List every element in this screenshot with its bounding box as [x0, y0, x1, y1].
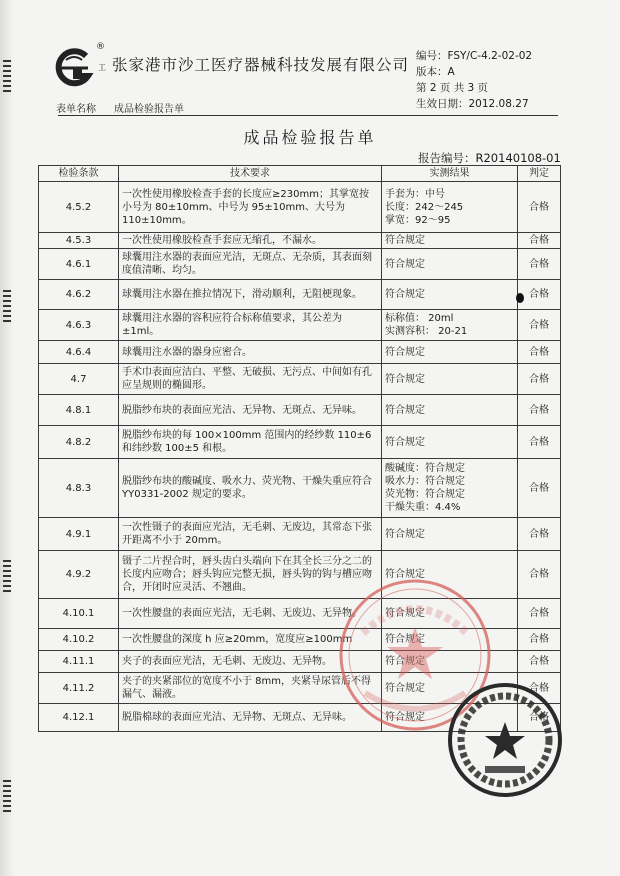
verdict-cell: 合格 — [518, 395, 561, 426]
form-name — [56, 100, 184, 115]
clause-cell: 4.12.1 — [39, 704, 119, 732]
result-cell: 符合规定 — [382, 341, 518, 364]
report-title: 成品检验报告单 — [243, 128, 377, 147]
clause-cell: 4.10.1 — [39, 599, 119, 629]
requirement-cell: 一次性腰盘的表面应光洁，无毛刺、无废边、无异物。 — [119, 599, 382, 629]
doc-page: 第 2 页 共 3 页 — [416, 82, 489, 94]
clause-cell: 4.6.4 — [39, 341, 119, 364]
result-cell: 符合规定 — [382, 704, 518, 732]
ink-blot — [514, 292, 526, 304]
result-cell: 符合规定 — [382, 551, 518, 599]
clause-cell: 4.6.3 — [39, 310, 119, 341]
binding-mark — [3, 290, 11, 324]
result-cell: 酸碱度：符合规定 吸水力：符合规定 荧光物：符合规定 干燥失重：4.4% — [382, 459, 518, 518]
requirement-cell: 一次性镊子的表面应光洁，无毛刺、无废边，其常态下张开距离不小于 20mm。 — [119, 518, 382, 551]
table-row — [39, 395, 561, 426]
requirement-cell: 镊子二片捏合时，唇头齿白头端向下在其全长三分之二的长度内应吻合；唇头钩应完整无损，唇头钩的钩与槽应吻合，开闭时应灵活、不翘曲。 — [119, 551, 382, 599]
table-header-row — [39, 166, 561, 182]
verdict-cell: 合格 — [518, 704, 561, 732]
requirement-cell: 脱脂棉球的表面应光洁、无异物、无斑点、无异味。 — [119, 704, 382, 732]
clause-cell: 4.11.2 — [39, 673, 119, 704]
verdict-cell: 合格 — [518, 182, 561, 233]
result-cell: 符合规定 — [382, 651, 518, 673]
doc-number: 编号：FSY/C-4.2-02-02 — [416, 50, 533, 62]
clause-cell: 4.8.2 — [39, 426, 119, 459]
verdict-cell: 合格 — [518, 280, 561, 310]
verdict-cell: 合格 — [518, 341, 561, 364]
clause-cell: 4.6.2 — [39, 280, 119, 310]
clause-cell: 4.9.1 — [39, 518, 119, 551]
company-logo-icon — [52, 46, 96, 90]
result-cell: 符合规定 — [382, 280, 518, 310]
result-cell: 符合规定 — [382, 426, 518, 459]
table-row — [39, 459, 561, 518]
trademark-char: 工 — [98, 63, 106, 72]
binding-mark — [3, 60, 11, 94]
table-row — [39, 233, 561, 249]
requirement-cell: 脱脂纱布块的表面应光洁、无异物、无斑点、无异味。 — [119, 395, 382, 426]
clause-cell: 4.11.1 — [39, 651, 119, 673]
result-cell: 符合规定 — [382, 395, 518, 426]
requirement-cell: 一次性腰盘的深度 h 应≥20mm，宽度应≥100mm — [119, 629, 382, 651]
result-cell: 符合规定 — [382, 364, 518, 395]
verdict-cell: 合格 — [518, 518, 561, 551]
requirement-cell: 球囊用注水器的表面应光洁，无斑点、无杂质，其表面刻度值清晰、均匀。 — [119, 249, 382, 280]
binding-mark — [3, 780, 11, 814]
header-divider — [58, 115, 558, 116]
table-row — [39, 249, 561, 280]
result-cell: 符合规定 — [382, 233, 518, 249]
doc-effective-date: 生效日期：2012.08.27 — [416, 98, 529, 110]
header-verdict: 判定 — [518, 166, 561, 182]
table-row — [39, 310, 561, 341]
result-cell: 标称值： 20ml 实测容积： 20-21 — [382, 310, 518, 341]
inspection-seal-stamp — [445, 680, 565, 800]
verdict-cell: 合格 — [518, 673, 561, 704]
clause-cell: 4.8.1 — [39, 395, 119, 426]
requirement-cell: 一次性使用橡胶检查手套的长度应≥230mm；其掌宽按小号为 80±10mm、中号为 95±10mm、大号为 110±10mm。 — [119, 182, 382, 233]
table-row — [39, 280, 561, 310]
requirement-cell: 脱脂纱布块的每 100×100mm 范围内的经纱数 110±6 和纬纱数 100±5 和根。 — [119, 426, 382, 459]
binding-mark — [3, 560, 11, 594]
header-requirement: 技术要求 — [119, 166, 382, 182]
result-cell: 符合规定 — [382, 673, 518, 704]
result-cell: 手套为：中号 长度：242～245 掌宽：92～95 — [382, 182, 518, 233]
clause-cell: 4.10.2 — [39, 629, 119, 651]
clause-cell: 4.7 — [39, 364, 119, 395]
requirement-cell: 球囊用注水器的容积应符合标称值要求，其公差为±1ml。 — [119, 310, 382, 341]
requirement-cell: 脱脂纱布块的酸碱度、吸水力、荧光物、干燥失重应符合 YY0331-2002 规定的要求。 — [119, 459, 382, 518]
company-name: 张家港市沙工医疗器械科技发展有限公司 — [112, 56, 410, 74]
report-number: 报告编号：R20140108-01 — [418, 151, 561, 165]
requirement-cell: 一次性使用橡胶检查手套应无缩孔，不漏水。 — [119, 233, 382, 249]
table-row — [39, 518, 561, 551]
table-row — [39, 426, 561, 459]
registered-mark: ® — [96, 42, 105, 52]
verdict-cell: 合格 — [518, 310, 561, 341]
header-result: 实测结果 — [382, 166, 518, 182]
verdict-cell: 合格 — [518, 233, 561, 249]
form-name-label: 表单名称 — [56, 104, 96, 115]
requirement-cell: 夹子的夹紧部位的宽度不小于 8mm，夹紧导尿管后不得漏气、漏液。 — [119, 673, 382, 704]
clause-cell: 4.6.1 — [39, 249, 119, 280]
result-cell: 符合规定 — [382, 518, 518, 551]
requirement-cell: 球囊用注水器的器身应密合。 — [119, 341, 382, 364]
verdict-cell: 合格 — [518, 629, 561, 651]
verdict-cell: 合格 — [518, 426, 561, 459]
clause-cell: 4.8.3 — [39, 459, 119, 518]
verdict-cell: 合格 — [518, 459, 561, 518]
clause-cell: 4.5.3 — [39, 233, 119, 249]
verdict-cell: 合格 — [518, 599, 561, 629]
verdict-cell: 合格 — [518, 249, 561, 280]
form-name-value: 成品检验报告单 — [114, 104, 184, 115]
table-row — [39, 341, 561, 364]
clause-cell: 4.9.2 — [39, 551, 119, 599]
clause-cell: 4.5.2 — [39, 182, 119, 233]
verdict-cell: 合格 — [518, 551, 561, 599]
result-cell: 符合规定 — [382, 249, 518, 280]
result-cell: 符合规定 — [382, 629, 518, 651]
result-cell: 符合规定 — [382, 599, 518, 629]
header-clause: 检验条款 — [39, 166, 119, 182]
verdict-cell: 合格 — [518, 651, 561, 673]
requirement-cell: 手术巾表面应洁白、平整、无破损、无污点、中间如有孔应呈规则的椭圆形。 — [119, 364, 382, 395]
table-row — [39, 364, 561, 395]
verdict-cell: 合格 — [518, 364, 561, 395]
doc-version: 版本：A — [416, 66, 455, 78]
table-row — [39, 182, 561, 233]
requirement-cell: 球囊用注水器在推拉情况下，滑动顺利，无阻梗现象。 — [119, 280, 382, 310]
requirement-cell: 夹子的表面应光洁，无毛刺、无废边、无异物。 — [119, 651, 382, 673]
doc-info — [416, 48, 532, 112]
